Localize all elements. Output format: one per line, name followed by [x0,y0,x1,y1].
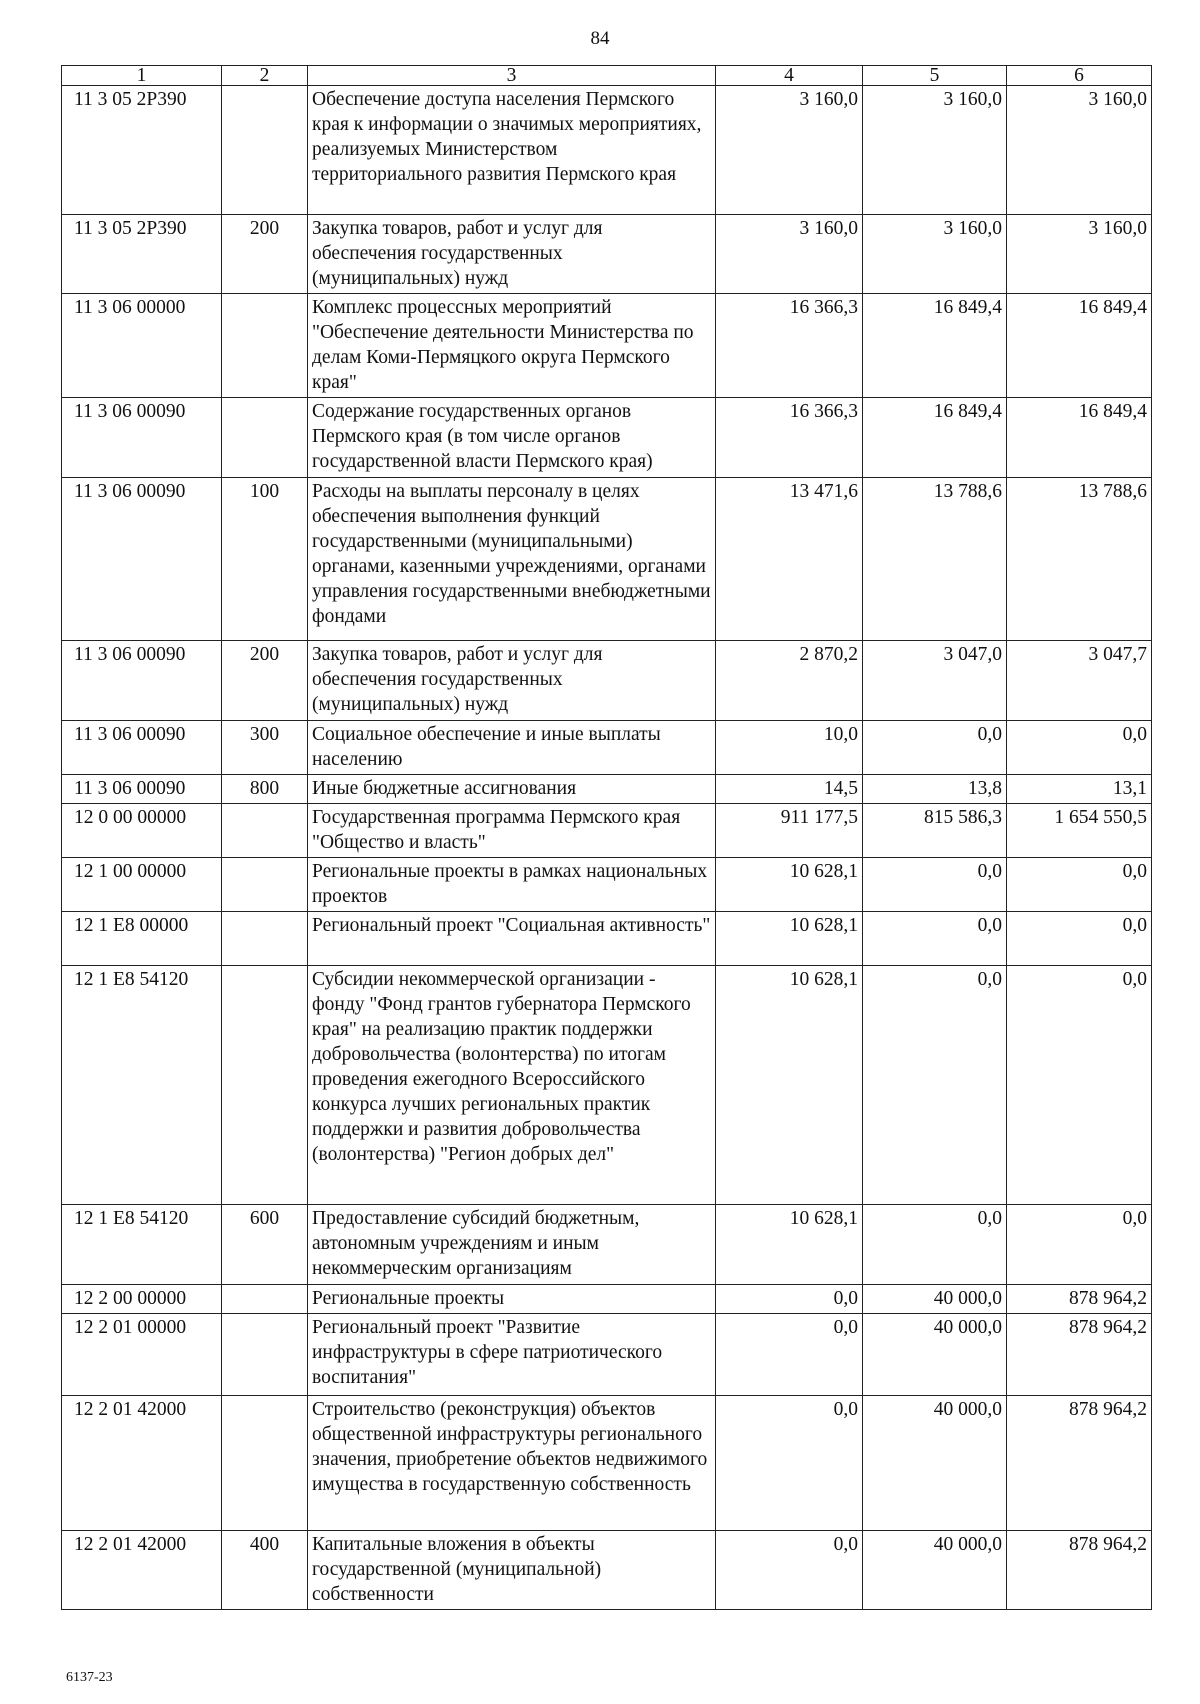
table-row [62,775,1152,804]
row-value-col4-cell: 10 628,1 [716,912,863,966]
row-value-col5-cell: 40 000,0 [863,1396,1007,1531]
row-name-cell: Обеспечение доступа населения Пермского края к информации о значимых мероприятиях, реализуемых Министерством территориального развития Пермского края [308,86,716,215]
table-row [62,215,1152,294]
column-header: 3 [308,66,716,86]
table-row [62,478,1152,641]
row-value-col6-cell: 13,1 [1007,775,1152,804]
row-value-col4-cell: 2 870,2 [716,641,863,721]
row-type-cell [222,912,308,966]
table-row [62,641,1152,721]
row-code-cell: 12 2 01 42000 [62,1531,222,1610]
row-code-cell: 11 3 06 00090 [62,641,222,721]
row-value-col4-cell: 10 628,1 [716,1205,863,1285]
table-row [62,804,1152,858]
row-value-col4-cell: 0,0 [716,1531,863,1610]
table-header-row [62,66,1152,86]
row-value-col4-cell: 0,0 [716,1396,863,1531]
row-type-cell: 800 [222,775,308,804]
row-value-col5-cell: 16 849,4 [863,398,1007,478]
row-value-col6-cell: 0,0 [1007,721,1152,775]
table-row [62,1531,1152,1610]
row-name-cell: Региональные проекты [308,1285,716,1314]
table-row [62,1396,1152,1531]
table-row [62,1285,1152,1314]
row-name-cell: Региональный проект "Развитие инфраструктуры в сфере патриотического воспитания" [308,1314,716,1396]
table-row [62,294,1152,398]
row-value-col4-cell: 10 628,1 [716,966,863,1205]
row-value-col4-cell: 3 160,0 [716,215,863,294]
row-value-col4-cell: 10 628,1 [716,858,863,912]
row-value-col4-cell: 0,0 [716,1285,863,1314]
row-value-col6-cell: 16 849,4 [1007,294,1152,398]
row-value-col6-cell: 3 047,7 [1007,641,1152,721]
row-value-col5-cell: 0,0 [863,1205,1007,1285]
row-code-cell: 12 2 01 42000 [62,1396,222,1531]
row-code-cell: 12 0 00 00000 [62,804,222,858]
row-value-col5-cell: 40 000,0 [863,1531,1007,1610]
row-value-col6-cell: 0,0 [1007,966,1152,1205]
row-type-cell [222,398,308,478]
row-value-col5-cell: 815 586,3 [863,804,1007,858]
row-name-cell: Государственная программа Пермского края "Общество и власть" [308,804,716,858]
table-row [62,721,1152,775]
row-type-cell [222,1285,308,1314]
row-value-col4-cell: 3 160,0 [716,86,863,215]
row-value-col5-cell: 0,0 [863,966,1007,1205]
row-name-cell: Иные бюджетные ассигнования [308,775,716,804]
row-type-cell [222,1396,308,1531]
row-value-col5-cell: 16 849,4 [863,294,1007,398]
row-value-col6-cell: 878 964,2 [1007,1314,1152,1396]
row-value-col6-cell: 13 788,6 [1007,478,1152,641]
row-value-col5-cell: 13 788,6 [863,478,1007,641]
table-row [62,398,1152,478]
row-type-cell [222,294,308,398]
row-code-cell: 11 3 06 00000 [62,294,222,398]
row-value-col5-cell: 40 000,0 [863,1285,1007,1314]
column-header: 4 [716,66,863,86]
table-row [62,86,1152,215]
row-value-col6-cell: 1 654 550,5 [1007,804,1152,858]
row-value-col5-cell: 3 047,0 [863,641,1007,721]
row-type-cell: 200 [222,215,308,294]
column-header: 6 [1007,66,1152,86]
column-header: 5 [863,66,1007,86]
row-value-col5-cell: 0,0 [863,912,1007,966]
row-code-cell: 11 3 06 00090 [62,398,222,478]
row-value-col5-cell: 3 160,0 [863,215,1007,294]
row-name-cell: Комплекс процессных мероприятий "Обеспечение деятельности Министерства по делам Коми-Пермяцкого округа Пермского края" [308,294,716,398]
row-name-cell: Социальное обеспечение и иные выплаты населению [308,721,716,775]
row-value-col6-cell: 878 964,2 [1007,1396,1152,1531]
row-type-cell: 400 [222,1531,308,1610]
page-number: 84 [590,28,610,49]
table-row [62,858,1152,912]
row-name-cell: Региональные проекты в рамках национальных проектов [308,858,716,912]
row-value-col4-cell: 13 471,6 [716,478,863,641]
row-value-col4-cell: 14,5 [716,775,863,804]
budget-table [61,65,1152,1610]
row-type-cell: 200 [222,641,308,721]
row-type-cell [222,86,308,215]
row-type-cell [222,966,308,1205]
row-type-cell: 600 [222,1205,308,1285]
row-value-col5-cell: 0,0 [863,858,1007,912]
row-value-col6-cell: 0,0 [1007,912,1152,966]
row-code-cell: 12 2 00 00000 [62,1285,222,1314]
row-code-cell: 11 3 06 00090 [62,775,222,804]
row-code-cell: 12 2 01 00000 [62,1314,222,1396]
row-value-col6-cell: 878 964,2 [1007,1531,1152,1610]
footer-code: 6137-23 [66,1670,113,1685]
row-name-cell: Капитальные вложения в объекты государственной (муниципальной) собственности [308,1531,716,1610]
row-value-col4-cell: 16 366,3 [716,398,863,478]
table-row [62,1205,1152,1285]
row-code-cell: 11 3 06 00090 [62,478,222,641]
row-name-cell: Предоставление субсидий бюджетным, автономным учреждениям и иным некоммерческим организациям [308,1205,716,1285]
row-code-cell: 12 1 E8 54120 [62,1205,222,1285]
row-code-cell: 11 3 05 2P390 [62,86,222,215]
row-value-col6-cell: 0,0 [1007,1205,1152,1285]
row-value-col5-cell: 40 000,0 [863,1314,1007,1396]
row-type-cell: 300 [222,721,308,775]
row-value-col4-cell: 0,0 [716,1314,863,1396]
table-body [62,86,1152,1610]
row-code-cell: 12 1 E8 54120 [62,966,222,1205]
row-name-cell: Закупка товаров, работ и услуг для обеспечения государственных (муниципальных) нужд [308,215,716,294]
row-type-cell [222,804,308,858]
row-name-cell: Расходы на выплаты персоналу в целях обеспечения выполнения функций государственными (муниципальными) органами, казенными учреждениями, органами управления государственными внебюджетными фондами [308,478,716,641]
row-type-cell [222,858,308,912]
row-type-cell [222,1314,308,1396]
row-value-col4-cell: 10,0 [716,721,863,775]
row-value-col4-cell: 16 366,3 [716,294,863,398]
column-header: 1 [62,66,222,86]
table-row [62,912,1152,966]
row-name-cell: Субсидии некоммерческой организации - фонду "Фонд грантов губернатора Пермского края" на реализацию практик поддержки добровольчества (волонтерства) по итогам проведения ежегодного Всероссийского конкурса лучших региональных практик поддержки и развития добровольчества (волонтерства) "Регион добрых дел" [308,966,716,1205]
row-value-col6-cell: 0,0 [1007,858,1152,912]
row-code-cell: 12 1 E8 00000 [62,912,222,966]
row-value-col6-cell: 3 160,0 [1007,86,1152,215]
column-header: 2 [222,66,308,86]
row-value-col5-cell: 13,8 [863,775,1007,804]
row-name-cell: Региональный проект "Социальная активность" [308,912,716,966]
row-name-cell: Строительство (реконструкция) объектов общественной инфраструктуры регионального значения, приобретение объектов недвижимого имущества в государственную собственность [308,1396,716,1531]
table-row [62,1314,1152,1396]
row-value-col5-cell: 0,0 [863,721,1007,775]
row-value-col6-cell: 3 160,0 [1007,215,1152,294]
row-value-col4-cell: 911 177,5 [716,804,863,858]
row-value-col6-cell: 878 964,2 [1007,1285,1152,1314]
row-code-cell: 12 1 00 00000 [62,858,222,912]
row-code-cell: 11 3 06 00090 [62,721,222,775]
row-name-cell: Содержание государственных органов Пермского края (в том числе органов государственной власти Пермского края) [308,398,716,478]
row-name-cell: Закупка товаров, работ и услуг для обеспечения государственных (муниципальных) нужд [308,641,716,721]
row-code-cell: 11 3 05 2P390 [62,215,222,294]
row-value-col6-cell: 16 849,4 [1007,398,1152,478]
row-value-col5-cell: 3 160,0 [863,86,1007,215]
table-row [62,966,1152,1205]
row-type-cell: 100 [222,478,308,641]
